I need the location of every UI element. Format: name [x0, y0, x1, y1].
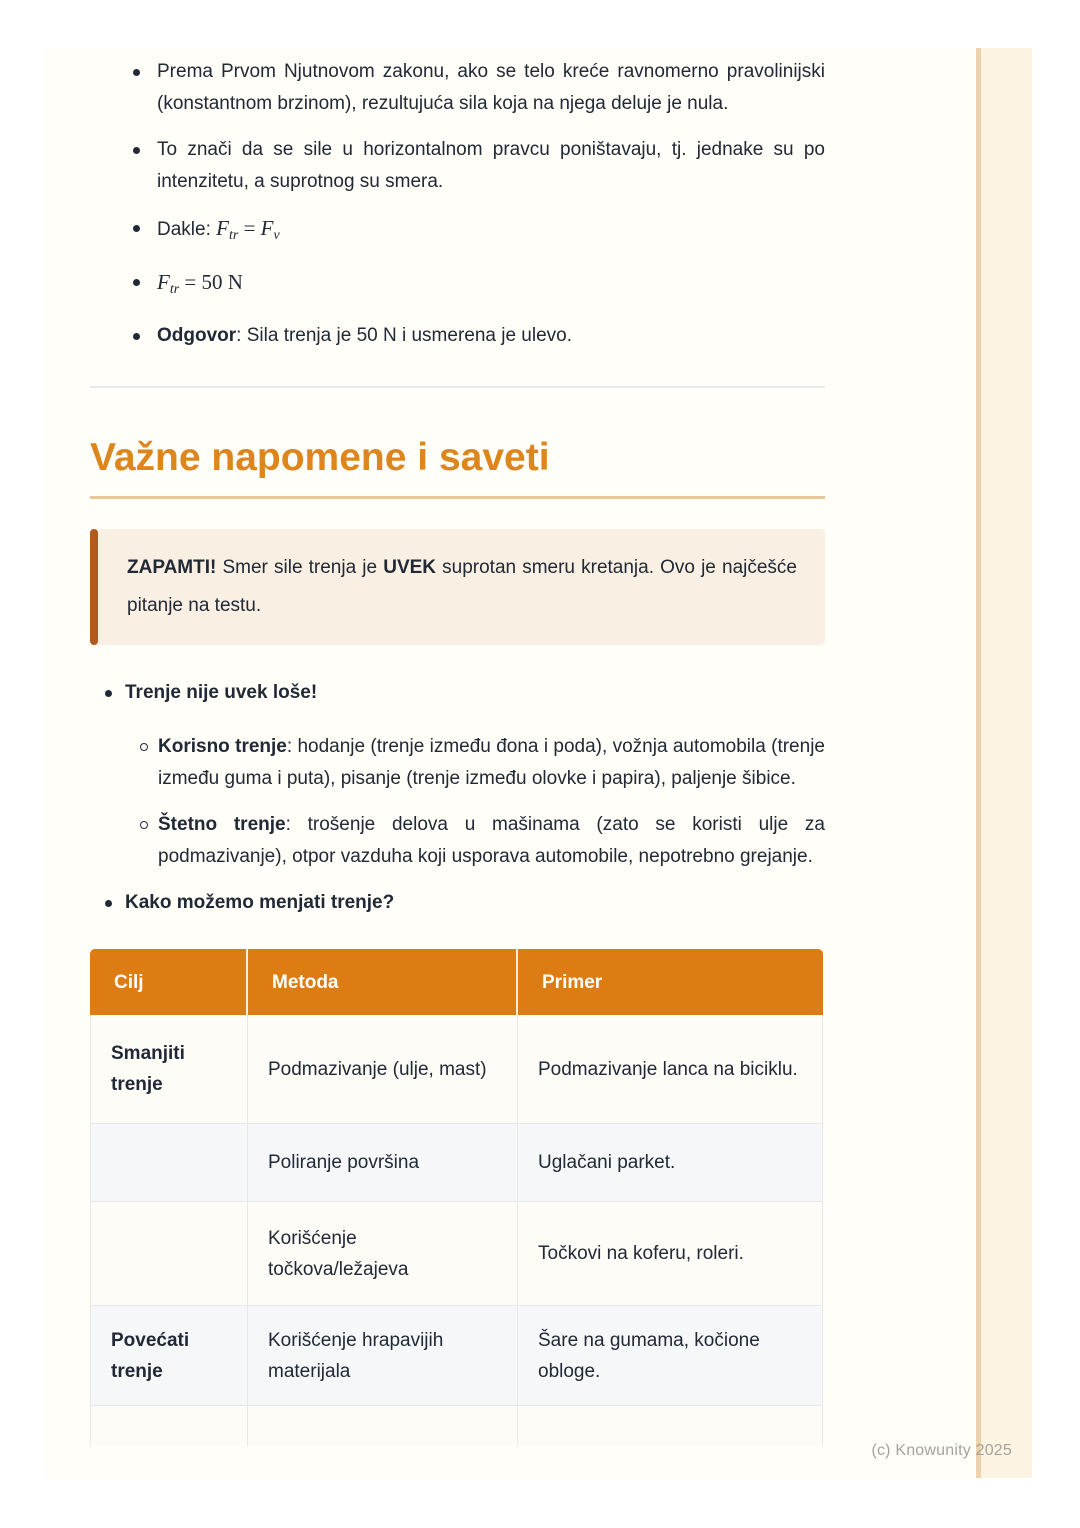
reminder-callout	[90, 529, 825, 645]
document-page	[45, 48, 1032, 1478]
table-cell-primer: Podmazivanje lanca na biciklu.	[518, 1015, 823, 1124]
table-cell-metoda: Podmazivanje (ulje, mast)	[248, 1015, 518, 1124]
copyright-watermark: (c) Knowunity 2025	[871, 1442, 1012, 1459]
friction-methods-table	[90, 949, 823, 1446]
table-cell-primer: Šare na gumama, kočione obloge.	[518, 1306, 823, 1406]
list-item	[90, 266, 825, 306]
table-header-row	[90, 949, 823, 1015]
solution-text: To znači da se sile u horizontalnom pravcu poništavaju, tj. jednake su po intenzitetu, a suprotnog su smera.	[157, 139, 825, 192]
bullet-icon	[133, 69, 140, 76]
notes-bullet-list	[90, 677, 825, 919]
table-row	[90, 1202, 823, 1306]
note-title: Trenje nije uvek loše!	[125, 682, 318, 703]
note-text: : hodanje (trenje između đona i poda), vožnja automobila (trenje između guma i puta), pisanje (trenje između olovke i papira), paljenje šibice.	[158, 736, 825, 789]
list-item	[90, 320, 825, 352]
table-header-primer: Primer	[518, 949, 823, 1015]
callout-keyword: ZAPAMTI!	[127, 557, 217, 578]
table-row	[90, 1306, 823, 1406]
table-cell-cilj: Povećati trenje	[90, 1306, 248, 1406]
table-cell-primer: Uglačani parket.	[518, 1124, 823, 1202]
note-term: Štetno trenje	[158, 814, 286, 835]
table-row	[90, 1015, 823, 1124]
list-item	[90, 731, 825, 795]
bullet-icon	[133, 147, 140, 154]
answer-label: Odgovor	[157, 325, 237, 346]
section-title: Važne napomene i saveti	[90, 436, 550, 479]
table-cell-metoda: Korišćenje hrapavijih materijala	[248, 1306, 518, 1406]
equation-ftr-value: $F_{tr} = 50$ N	[157, 270, 243, 297]
table-cell-metoda: Poliranje površina	[248, 1124, 518, 1202]
note-term: Korisno trenje	[158, 736, 287, 757]
list-item	[90, 56, 825, 120]
table-cell-primer: Točkovi na koferu, roleri.	[518, 1202, 823, 1306]
table-cell-metoda: Korišćenje točkova/ležajeva	[248, 1202, 518, 1306]
table-cell-cilj	[90, 1124, 248, 1202]
bullet-icon	[133, 279, 140, 286]
solution-bullet-list	[90, 48, 825, 352]
table-row-clipped	[90, 1406, 823, 1446]
list-item	[90, 809, 825, 873]
page-content	[90, 48, 825, 1446]
table-row	[90, 1124, 823, 1202]
circle-bullet-icon	[140, 821, 148, 829]
page-edge-stripe	[981, 48, 1032, 1478]
callout-emphasis: UVEK	[383, 557, 437, 578]
table-header-cilj: Cilj	[90, 949, 248, 1015]
list-item	[90, 887, 825, 919]
list-item	[90, 677, 825, 709]
callout-text: ZAPAMTI! Smer sile trenja je UVEK suprotan smeru kretanja. Ovo je najčešće pitanje na testu.	[127, 557, 797, 616]
notes-sub-list	[90, 731, 825, 873]
section-divider	[90, 386, 825, 388]
note-text: : trošenje delova u mašinama (zato se koristi ulje za podmazivanje), otpor vazduha koji usporava automobile, nepotrebno grejanje.	[158, 814, 826, 867]
table-cell-cilj	[90, 1202, 248, 1306]
section-title-underline	[90, 496, 825, 499]
table-cell-cilj: Smanjiti trenje	[90, 1015, 248, 1124]
equation-label: Dakle:	[157, 219, 217, 240]
table-header-metoda: Metoda	[248, 949, 518, 1015]
bullet-icon	[133, 225, 140, 232]
list-item	[90, 134, 825, 198]
bullet-icon	[105, 900, 112, 907]
answer-text: : Sila trenja je 50 N i usmerena je ulevo.	[236, 325, 573, 346]
callout-accent-bar	[90, 529, 98, 645]
equation-ftr-fv: $F_{tr} = F_v$	[216, 216, 280, 243]
circle-bullet-icon	[140, 743, 148, 751]
page-edge-stripe-line	[976, 48, 981, 1478]
bullet-icon	[105, 690, 112, 697]
bullet-icon	[133, 333, 140, 340]
note-title: Kako možemo menjati trenje?	[125, 892, 395, 913]
solution-text: Prema Prvom Njutnovom zakonu, ako se telo kreće ravnomerno pravolinijski (konstantnom brzinom), rezultujuća sila koja na njega deluje je nula.	[157, 61, 825, 114]
list-item	[90, 212, 825, 252]
